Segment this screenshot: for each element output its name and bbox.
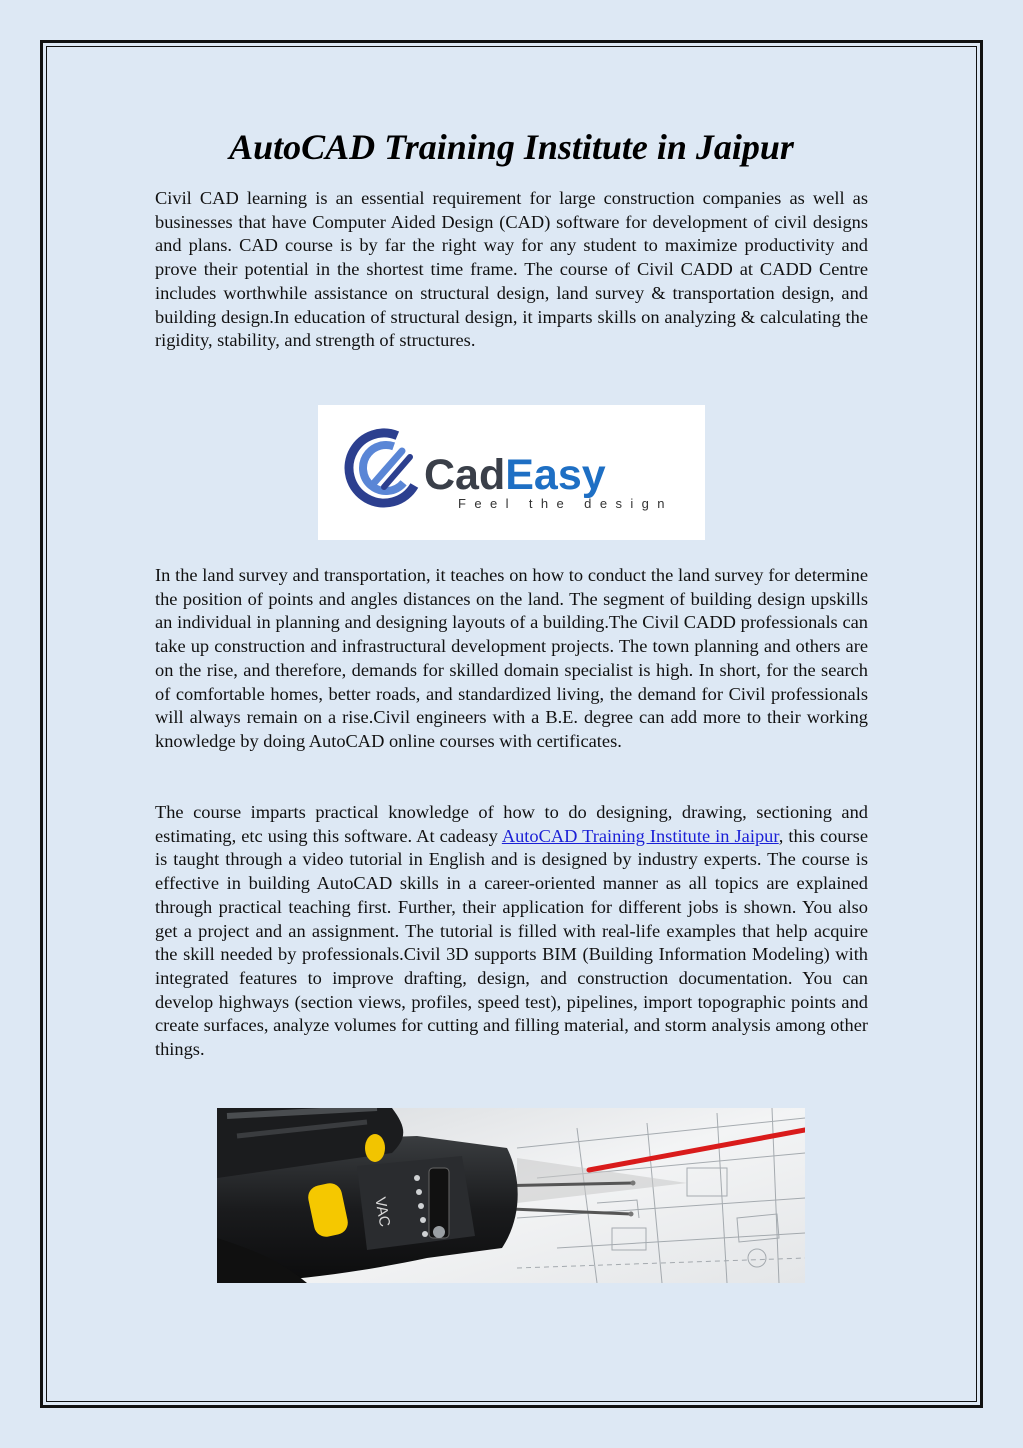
cadeasy-logo [318,405,705,540]
course-paragraph [155,801,868,1062]
logo-brand-easy: Easy [505,451,606,499]
course-text-before-link: The course imparts practical knowledge of how to do designing, drawing, sectioning and estimating, etc using this software. At cadeasy [155,802,868,846]
page-title: AutoCAD Training Institute in Jaipur [229,127,794,167]
logo-brand-cad: Cad [424,451,506,499]
autocad-institute-link[interactable]: AutoCAD Training Institute in Jaipur [501,825,779,846]
intro-paragraph: Civil CAD learning is an essential requirement for large construction companies as well as businesses that have Computer Aided Design (CAD) software for development of civil designs and plans. CAD course is by far the right way for any student to maximize productivity and prove their potential in the shortest time frame. The course of Civil CADD at CADD Centre includes worthwhile assistance on structural design, land survey & transportation design, and building design.In education of structural design, it imparts skills on analyzing & calculating the rigidity, stability, and strength of structures. [155,188,868,351]
meter-label: VAC [371,1195,394,1229]
svg-text:CadEasy [424,451,606,499]
course-text-after-link: , this course is taught through a video tutorial in English and is designed by industry experts. The course is effective in building AutoCAD skills in a career-oriented manner as all topics are explained through practical teaching first. Further, their application for different jobs is shown. You also get a project and an assignment. The tutorial is filled with real-life examples that help acquire the skill needed by professionals.Civil 3D supports BIM (Building Information Modeling) with integrated features to improve drafting, design, and construction documentation. You can develop highways (section views, profiles, speed test), pipelines, import topographic points and create surfaces, analyze volumes for cutting and filling material, and storm analysis among other things. [155,825,868,1060]
logo-tagline: Feel the design [458,496,673,511]
survey-paragraph: In the land survey and transportation, it teaches on how to conduct the land survey for determine the position of points and angles distances on the land. The segment of building design upskills an individual in planning and designing layouts of a building.The Civil CADD professionals can take up construction and infrastructural development projects. The town planning and others are on the rise, and therefore, demands for skilled domain specialist is high. In short, for the search of comfortable homes, better roads, and standardized living, the demand for Civil professionals will always remain on a rise.Civil engineers with a B.E. degree can add more to their working knowledge by doing AutoCAD online courses with certificates. [155,565,868,751]
logo-swoosh-icon [336,420,432,516]
voltage-tester-photo [217,1108,805,1283]
